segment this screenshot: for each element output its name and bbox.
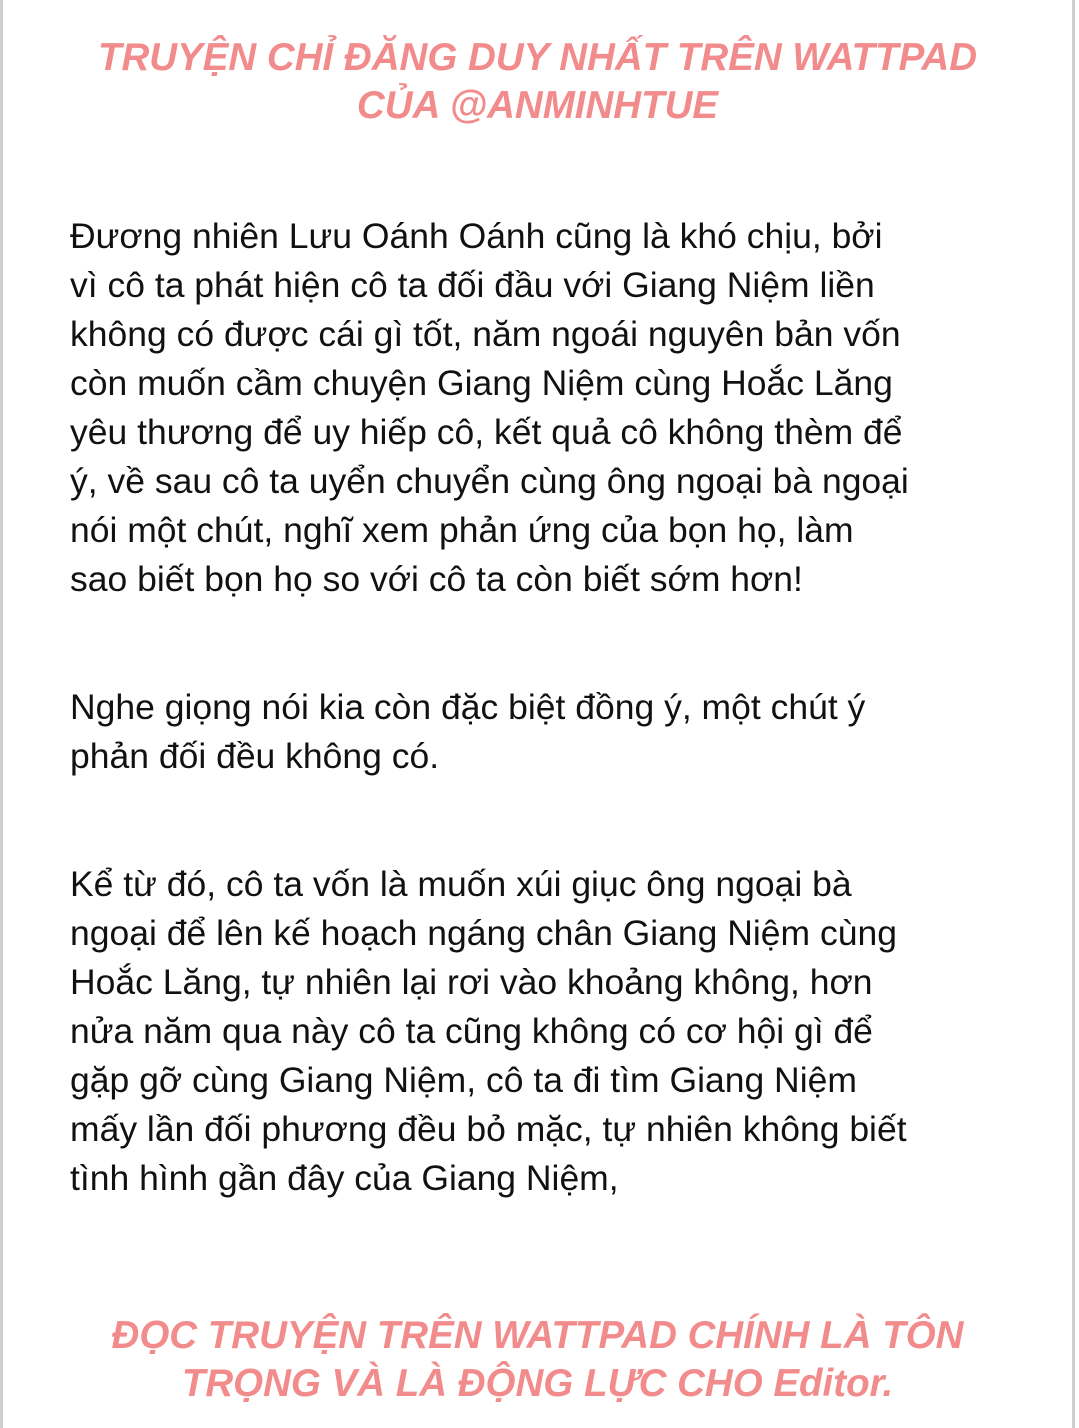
text-line: còn muốn cầm chuyện Giang Niệm cùng Hoắc Lăng [70,363,893,403]
text-line: vì cô ta phát hiện cô ta đối đầu với Giang Niệm liền [70,265,875,305]
footer-notice [3,1312,1072,1408]
text-line: Đương nhiên Lưu Oánh Oánh cũng là khó chịu, bởi [70,216,883,256]
header-notice [3,34,1072,130]
text-line: Hoắc Lăng, tự nhiên lại rơi vào khoảng không, hơn [70,962,873,1002]
paragraph-2 [70,683,1030,781]
text-line: Nghe giọng nói kia còn đặc biệt đồng ý, một chút ý [70,687,866,727]
text-line: Kể từ đó, cô ta vốn là muốn xúi giục ông ngoại bà [70,864,852,904]
footer-notice-line: TRỌNG VÀ LÀ ĐỘNG LỰC CHO Editor. [181,1362,894,1405]
text-line: ngoại để lên kế hoạch ngáng chân Giang Niệm cùng [70,913,897,953]
text-line: yêu thương để uy hiếp cô, kết quả cô không thèm để [70,412,903,452]
text-line: sao biết bọn họ so với cô ta còn biết sớm hơn! [70,559,803,599]
paragraph-1 [70,212,1030,604]
text-line: ý, về sau cô ta uyển chuyển cùng ông ngoại bà ngoại [70,461,909,501]
text-line: gặp gỡ cùng Giang Niệm, cô ta đi tìm Giang Niệm [70,1060,857,1100]
footer-notice-line: ĐỌC TRUYỆN TRÊN WATTPAD CHÍNH LÀ TÔN [111,1314,964,1357]
text-line: mấy lần đối phương đều bỏ mặc, tự nhiên không biết [70,1109,907,1149]
text-line: nửa năm qua này cô ta cũng không có cơ hội gì để [70,1011,873,1051]
paragraph-3 [70,860,1030,1203]
text-line: không có được cái gì tốt, năm ngoái nguyên bản vốn [70,314,901,354]
header-notice-line: TRUYỆN CHỈ ĐĂNG DUY NHẤT TRÊN WATTPAD [97,36,978,79]
text-line: nói một chút, nghĩ xem phản ứng của bọn họ, làm [70,510,854,550]
header-notice-line: CỦA @ANMINHTUE [356,84,719,127]
text-line: tình hình gần đây của Giang Niệm, [70,1158,619,1198]
text-line: phản đối đều không có. [70,736,440,776]
